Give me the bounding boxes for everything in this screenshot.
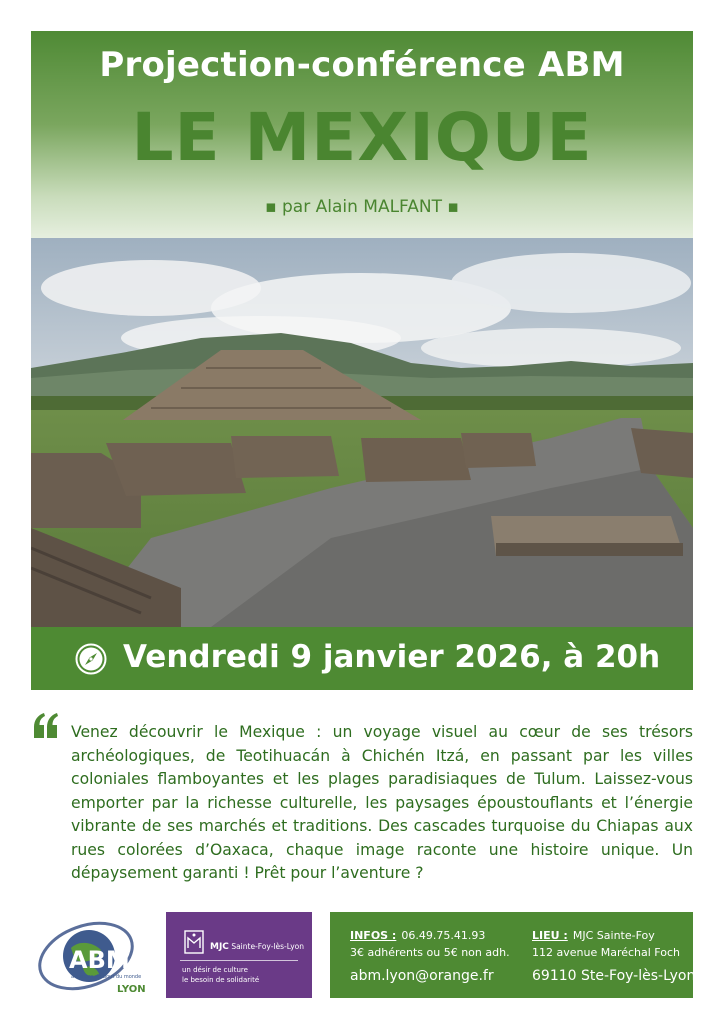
- mjc-divider: [180, 960, 298, 961]
- abm-logo-tagline: aventure du bout du monde: [71, 974, 142, 980]
- mjc-location: Sainte-Foy-lès-Lyon: [231, 942, 304, 951]
- mjc-tagline-2: le besoin de solidarité: [182, 976, 260, 984]
- event-description: Venez découvrir le Mexique : un voyage visuel au cœur de ses trésors archéologiques, de Teotihuacán à Chichén Itzá, en passant par les villes coloniales flamboyantes et les plages paradisiaques de Tulum. Laissez-vous emporter par la richesse culturelle, les paysages époustouflants et l’énergie vibrante de ses marchés et traditions. Des cascades turquoise du Chiapas aux rues colorées d’Oaxaca, chaque image raconte une histoire unique. Un dépaysement garanti ! Prêt pour l’aventure ?: [71, 723, 693, 882]
- info-box: [330, 912, 696, 998]
- date-banner: [31, 627, 693, 690]
- event-author: ▪ par Alain MALFANT ▪: [265, 197, 459, 217]
- lieu-label: LIEU :: [532, 929, 568, 942]
- event-date: Vendredi 9 janvier 2026, à 20h: [123, 639, 661, 675]
- mjc-tagline-1: un désir de culture: [182, 966, 248, 974]
- venue-street: 112 avenue Maréchal Foch: [532, 946, 680, 959]
- quote-icon: [31, 712, 61, 740]
- infos-label: INFOS :: [350, 929, 397, 942]
- mjc-logo: [166, 912, 312, 998]
- compass-icon: [75, 643, 107, 675]
- info-email[interactable]: abm.lyon@orange.fr: [350, 968, 494, 984]
- event-title: LE MEXIQUE: [131, 99, 593, 176]
- mjc-emblem-icon: [184, 930, 204, 954]
- info-phone: 06.49.75.41.93: [401, 929, 486, 942]
- abm-logo-city: LYON: [117, 984, 146, 995]
- event-subtitle: Projection-conférence ABM: [99, 45, 625, 85]
- abm-logo: [31, 912, 156, 998]
- pyramid-photo: [31, 238, 693, 627]
- pyramid-landscape-illustration: [31, 238, 693, 627]
- header-banner: [31, 31, 693, 238]
- info-price: 3€ adhérents ou 5€ non adh.: [350, 946, 510, 959]
- venue-city: 69110 Ste-Foy-lès-Lyon: [532, 968, 696, 984]
- abm-logo-name: ABM: [69, 946, 130, 974]
- venue-name: MJC Sainte-Foy: [572, 929, 655, 942]
- mjc-name: MJC: [210, 942, 229, 952]
